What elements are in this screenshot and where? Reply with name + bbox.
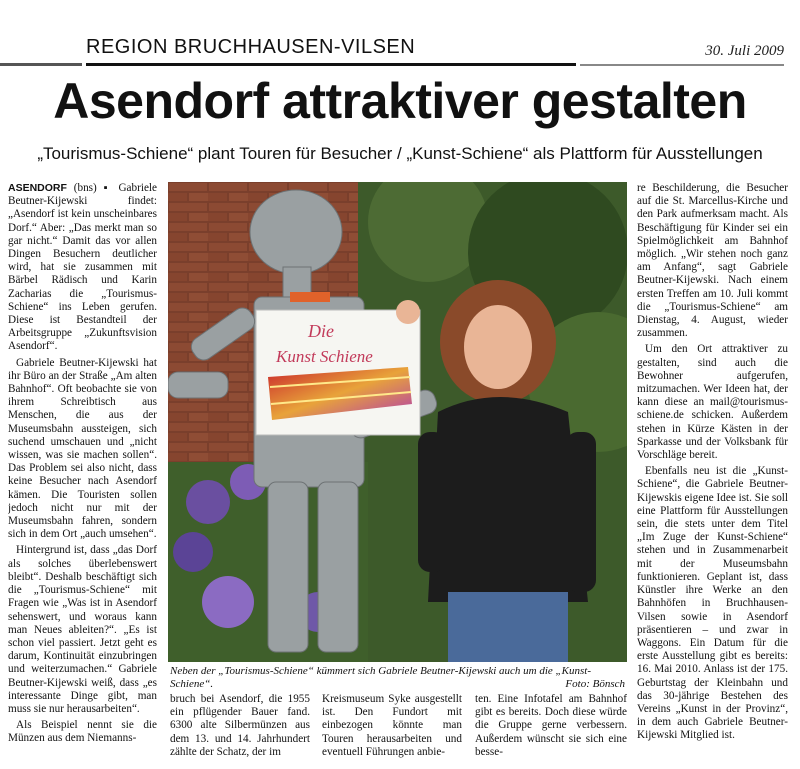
paragraph-lead [8, 182, 157, 354]
article-column-bottom-1 [170, 693, 310, 769]
dateline: ASENDORF [8, 182, 67, 194]
article-photo [168, 182, 627, 662]
issue-date: 30. Juli 2009 [705, 43, 784, 59]
paragraph: Ebenfalls neu ist die „Kunst-Schiene“, die Gabriele Beutner-Kijewskis eigene Idee ist. Sie soll eine Plattform für Ausstellungen sein, die stets unter dem Titel „Im Zuge der Kunst-Schiene“ stehen und in Zusammenarbeit mit der Museumsbahn funktionieren. Geplant ist, dass Künstler ihre Werke an den Bahnhöfen in Bruchhausen-Vilsen sowie in Asendorf präsentieren – und zwar in Waggons. Ein Datum für die erste Ausstellung gibt es bereits: 16. Mai 2010. Anlass ist der 175. Geburtstag der Kleinbahn und das 30-jährige Bestehen des Vereins „Kunst in der Provinz“, in dem auch Gabriele Beutner-Kijewski Mitglied ist. [637, 465, 788, 742]
photo-credit: Foto: Bönsch [565, 677, 625, 690]
caption-text: Neben der „Tourismus-Schiene“ kümmert sich Gabriele Beutner-Kijewski auch um die „Kunst-Schiene“. [170, 665, 591, 690]
paragraph-text: (bns) ▪ Gabriele Beutner-Kijewski findet: „Asendorf ist kein unscheinbares Dorf.“ Aber: „Das merkt man so gar nicht.“ Damit das vor allen Dingen Besuchern deutlicher wird, hat sie zusammen mit Bärbel Rädisch und Karin Zacharias die „Tourismus-Schiene“ ins Leben gerufen. Diese ist Bestandteil der Arbeitsgruppe „Zukunftsvision Asendorf“. [8, 182, 157, 353]
header-rule-right [580, 64, 784, 66]
article-column-bottom-2 [322, 693, 462, 769]
article-column-bottom-3 [475, 693, 627, 769]
header-rule-left [0, 63, 82, 66]
paragraph: Gabriele Beutner-Kijewski hat ihr Büro an der Straße „Am alten Bahnhof“. Oft beobachte sie von ihrem Schreibtisch aus Menschen, die aus der Museumsbahn aussteigen, sich suchend umschauen und „nicht wissen, was sie machen sollen“. Das Problem sei also nicht, dass keine Besucher nach Asendorf kämen. Die Touristen sollen jedoch nicht nur mit der Museumsbahn fahren, sondern sich in dem Ort „auch umsehen“. [8, 356, 157, 541]
paragraph: re Beschilderung, die Besucher auf die St. Marcellus-Kirche und den Park aufmerksam macht. Als Beschäftigung für Kinder sei ein Spielmöglichkeit am Bahnhof möglich. „Wir stehen noch ganz am Anfang“, sagt Gabriele Beutner-Kijewski. Nach einem ersten Treffen am 10. Juli kommt die „Tourismus-Schiene“ am Dienstag, 4. August, wieder zusammen. [637, 182, 788, 340]
paragraph: Hintergrund ist, dass „das Dorf als solches überlebenswert bleibt“. Deshalb beschäftigt sich die „Tourismus-Schiene“ mit Fragen wie „Was ist in Asendorf sehenswert, und woraus kann man Neues ableiten?“. „Es ist schon viel passiert. Jetzt geht es darum, Kontinuität einzubringen und weiterzumachen.“ Gabriele Beutner-Kijewski weiß, dass „es interessante Dinge gibt, man muss sie nur herausarbeiten“. [8, 544, 157, 715]
paragraph: Kreismuseum Syke ausgestellt ist. Den Fundort mit einbezogen könnte man Touren herausarbeiten und eventuell Führungen anbie- [322, 693, 462, 758]
paragraph: bruch bei Asendorf, die 1955 ein pflügender Bauer fand. 6300 alte Silbermünzen aus dem 13. und 14. Jahrhundert zählte der Schatz, der im [170, 693, 310, 758]
article-subheadline: „Tourismus-Schiene“ plant Touren für Besucher / „Kunst-Schiene“ als Plattform für Ausstellungen [37, 144, 763, 163]
paragraph: Um den Ort attraktiver zu gestalten, sind auch die Bewohner aufgerufen, mitzumachen. Wer Ideen hat, der kann diese an mail@tourismus-schiene.de schicken. Außerdem stehen in Kürze Kästen in der Sparkasse und der Volksbank für Vorschläge bereit. [637, 343, 788, 462]
article-column-left [8, 182, 157, 762]
sign-text-line2: Kunst Schiene [276, 347, 373, 366]
paragraph: ten. Eine Infotafel am Bahnhof gibt es bereits. Doch diese würde die Gruppe gerne verbessern. Außerdem wünscht sie sich eine besse- [475, 693, 627, 758]
page-header [0, 0, 800, 70]
article-headline: Asendorf attraktiver gestalten [53, 73, 747, 129]
sign-text-line1: Die [308, 321, 334, 341]
photo-caption [170, 665, 625, 690]
photo-illustration [168, 182, 627, 662]
section-title: REGION BRUCHHAUSEN-VILSEN [86, 36, 416, 58]
article-column-right [637, 182, 788, 762]
paragraph: Als Beispiel nennt sie die Münzen aus dem Niemanns- [8, 719, 157, 745]
header-rule [86, 63, 576, 66]
